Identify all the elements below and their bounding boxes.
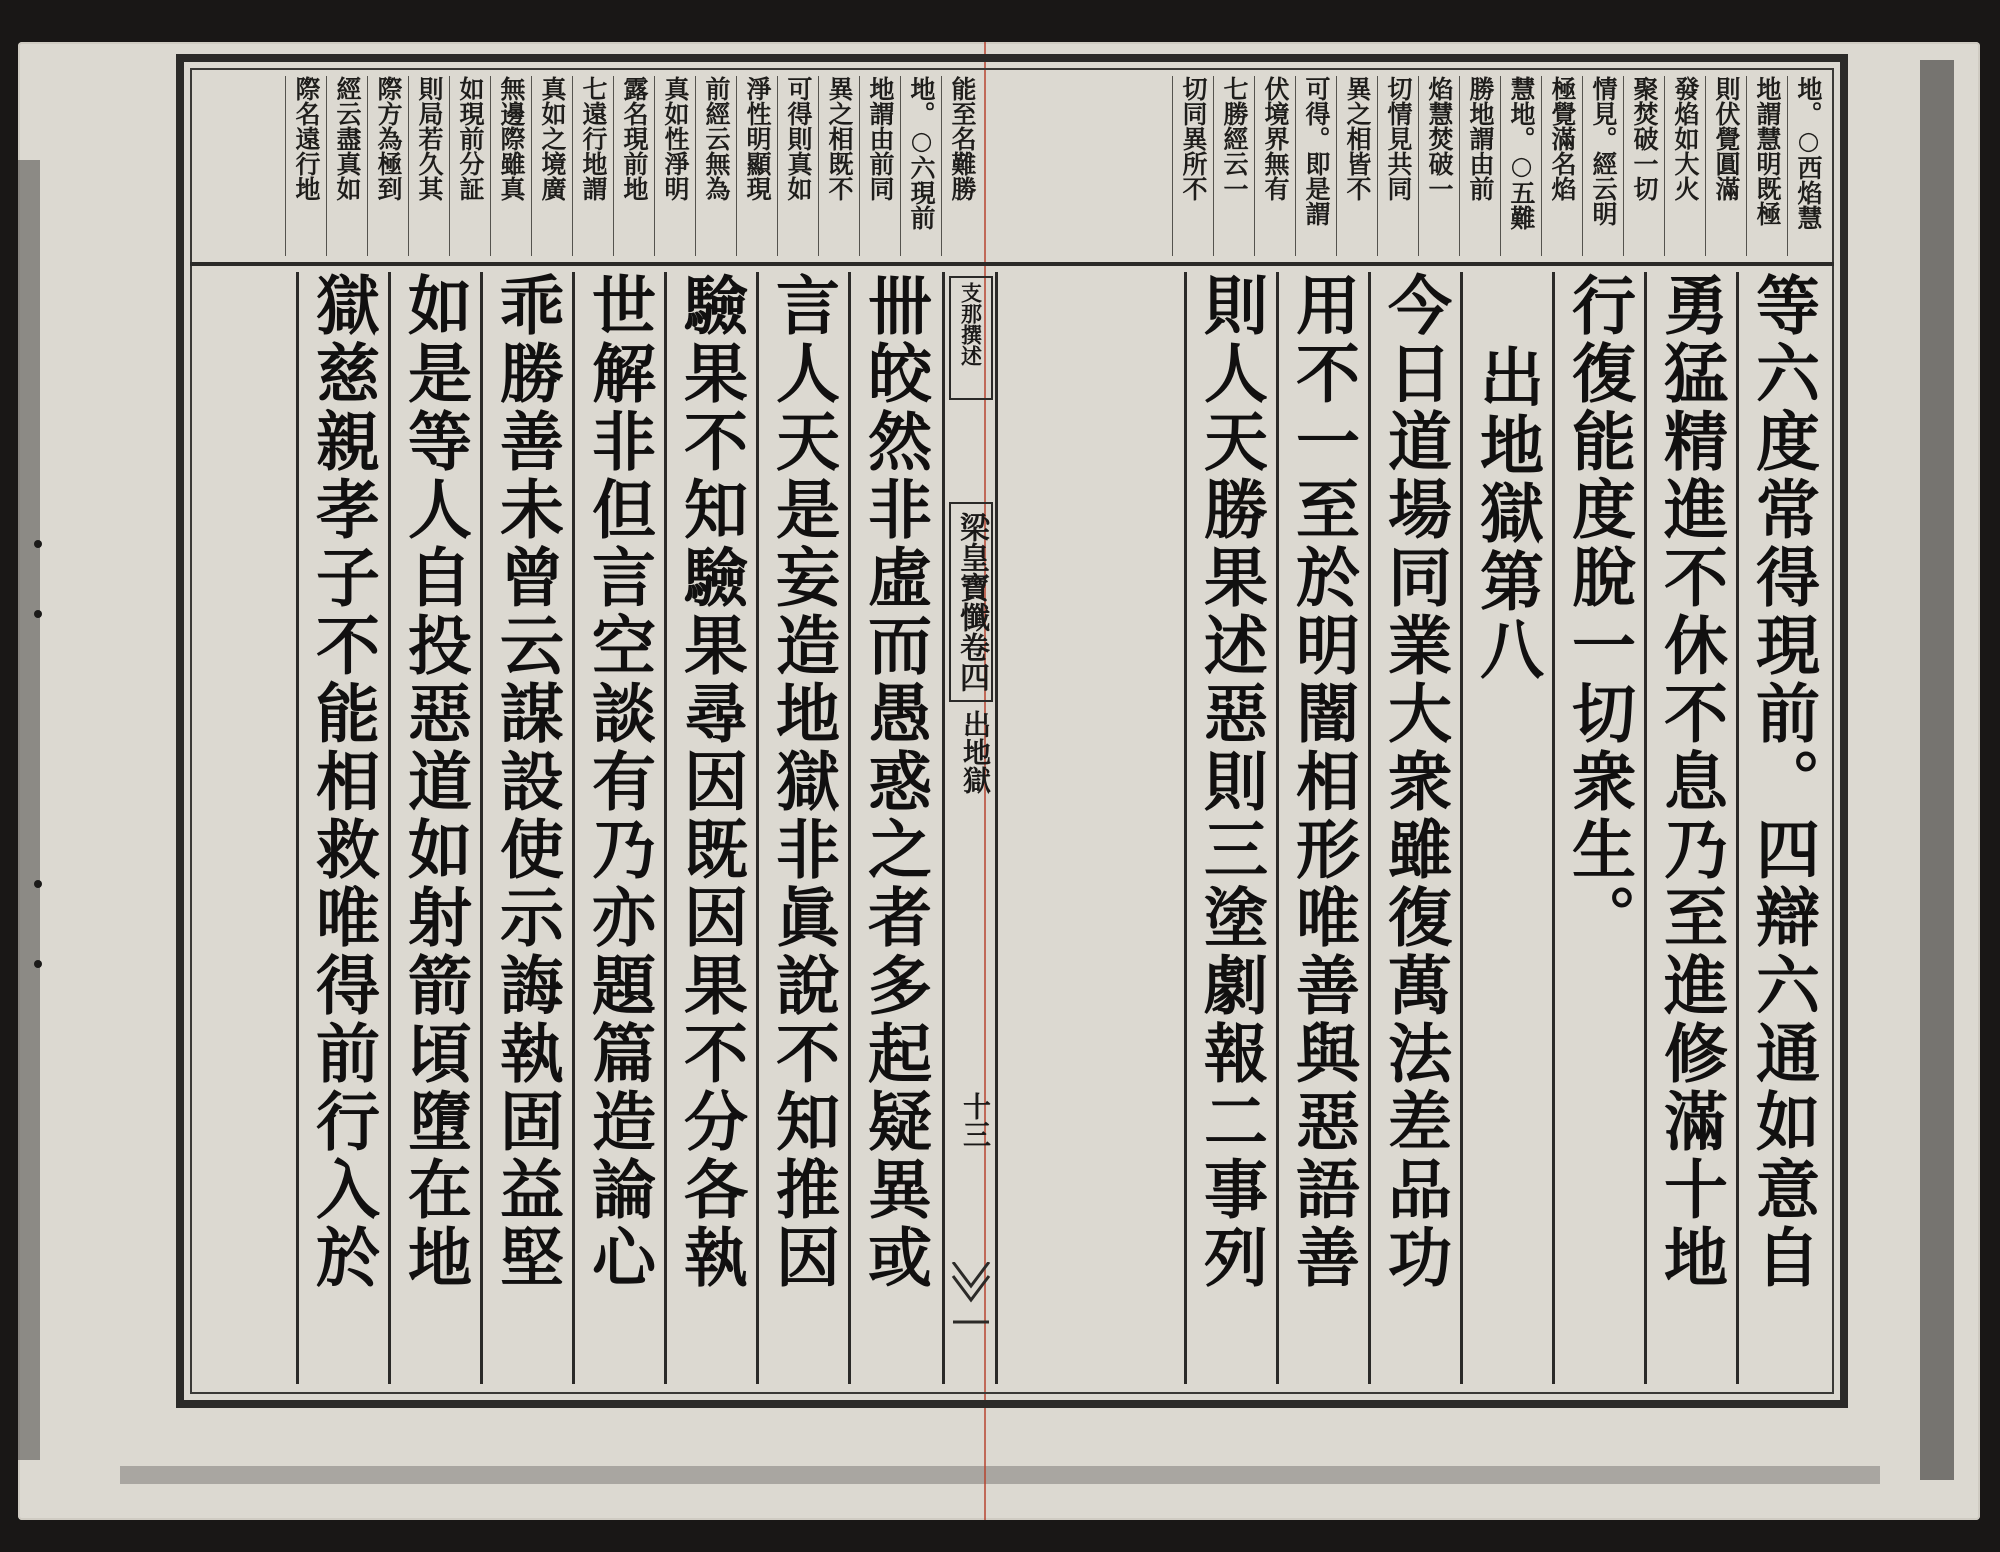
commentary-column: 真如之境廣 [531, 76, 572, 256]
binding-hole [34, 610, 42, 618]
text-column: 乖勝善未曾云謀設使示誨執固益堅 [480, 272, 572, 1384]
commentary-column: 切情見共同 [1377, 76, 1418, 256]
commentary-column: 能至名難勝 [941, 76, 982, 256]
text-column: 驗果不知驗果尋因既因果不分各執 [664, 272, 756, 1384]
commentary-column: 伏境界無有 [1254, 76, 1295, 256]
ink-smudge-left [18, 160, 40, 1460]
text-column: 如是等人自投惡道如射箭頃墮在地 [388, 272, 480, 1384]
text-column: 世解非但言空談有乃亦題篇造論心 [572, 272, 664, 1384]
commentary-column: 露名現前地 [613, 76, 654, 256]
commentary-column: 七勝經云一 [1213, 76, 1254, 256]
commentary-column: 七遠行地謂 [572, 76, 613, 256]
main-text-right [1000, 272, 1828, 1384]
commentary-column: 則伏覺圓滿 [1705, 76, 1746, 256]
commentary-column: 焰慧焚破一 [1418, 76, 1459, 256]
commentary-column: 可得則真如 [777, 76, 818, 256]
fish-tail-mark [949, 1262, 993, 1380]
text-column: 獄慈親孝子不能相救唯得前行入於 [296, 272, 388, 1384]
chapter-heading: 出地獄第八 [1460, 272, 1552, 1384]
text-column: 今日道場同業大衆雖復萬法差品功 [1368, 272, 1460, 1384]
main-text-left [200, 272, 940, 1384]
commentary-column: 際方為極到 [367, 76, 408, 256]
commentary-column: 聚焚破一切 [1623, 76, 1664, 256]
text-column: 卌皎然非虛而愚惑之者多起疑異或 [848, 272, 940, 1384]
publisher-label: 支那撰述 [949, 276, 993, 400]
commentary-column: 前經云無為 [695, 76, 736, 256]
commentary-column: 際名遠行地 [285, 76, 326, 256]
text-column: 行復能度脫一切衆生。 [1552, 272, 1644, 1384]
commentary-column: 極覺滿名焰 [1541, 76, 1582, 256]
commentary-column: 淨性明顯現 [736, 76, 777, 256]
commentary-column: 情見。經云明 [1582, 76, 1623, 256]
text-column: 等六度常得現前。四辯六通如意自 [1736, 272, 1828, 1384]
commentary-column: 慧地。○五難 [1500, 76, 1541, 256]
book-title: 梁皇寶懺卷四 [949, 502, 993, 702]
commentary-column: 真如性淨明 [654, 76, 695, 256]
text-column: 勇猛精進不休不息乃至進修滿十地 [1644, 272, 1736, 1384]
commentary-right [1002, 76, 1828, 256]
commentary-column: 無邊際雖真 [490, 76, 531, 256]
commentary-column: 地。○西焰慧 [1787, 76, 1828, 256]
binding-hole [34, 540, 42, 548]
commentary-column: 經云盡真如 [326, 76, 367, 256]
commentary-column: 異之相既不 [818, 76, 859, 256]
text-column: 言人天是妄造地獄非眞說不知推因 [756, 272, 848, 1384]
center-margin [942, 272, 998, 1384]
commentary-column: 則局若久其 [408, 76, 449, 256]
commentary-column: 異之相皆不 [1336, 76, 1377, 256]
commentary-column: 切同異所不 [1172, 76, 1213, 256]
text-column: 用不一至於明闇相形唯善與惡語善 [1276, 272, 1368, 1384]
commentary-left [198, 76, 982, 256]
chapter-label: 出地獄 [959, 710, 992, 794]
commentary-column: 地謂由前同 [859, 76, 900, 256]
commentary-column: 發焰如大火 [1664, 76, 1705, 256]
binding-hole [34, 960, 42, 968]
binding-hole [34, 880, 42, 888]
commentary-column: 可得。即是謂 [1295, 76, 1336, 256]
commentary-column: 勝地謂由前 [1459, 76, 1500, 256]
commentary-divider [190, 262, 1834, 266]
ink-smudge-right [1920, 60, 1954, 1480]
commentary-column: 如現前分証 [449, 76, 490, 256]
text-column: 則人天勝果述惡則三塗劇報二事列 [1184, 272, 1276, 1384]
ink-smudge-bottom [120, 1466, 1880, 1484]
commentary-column: 地謂慧明既極 [1746, 76, 1787, 256]
page-number: 十三 [959, 1092, 992, 1148]
commentary-column: 地。○六現前 [900, 76, 941, 256]
